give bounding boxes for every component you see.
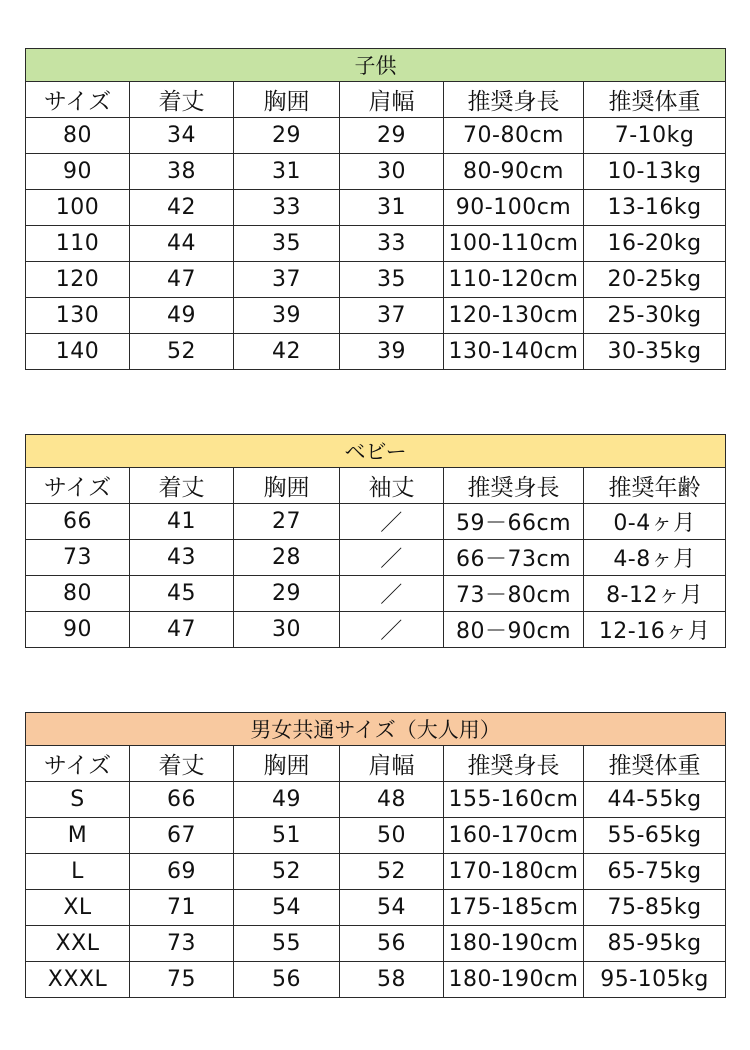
adult-table-title: 男女共通サイズ（大人用） bbox=[26, 713, 726, 746]
table-cell: 30 bbox=[234, 612, 340, 648]
table-cell: 0-4ヶ月 bbox=[584, 504, 726, 540]
baby-table-title: ベビー bbox=[26, 435, 726, 468]
table-cell: 38 bbox=[130, 154, 234, 190]
table-cell: 44 bbox=[130, 226, 234, 262]
table-cell: 29 bbox=[234, 576, 340, 612]
table-cell: 170-180cm bbox=[444, 854, 584, 890]
table-cell: 75 bbox=[130, 962, 234, 998]
table-cell: 12-16ヶ月 bbox=[584, 612, 726, 648]
table-cell: 52 bbox=[340, 854, 444, 890]
table-cell: 47 bbox=[130, 262, 234, 298]
column-header-weight: 推奨体重 bbox=[584, 82, 726, 118]
table-cell: 120-130cm bbox=[444, 298, 584, 334]
table-cell: 10-13kg bbox=[584, 154, 726, 190]
table-cell: M bbox=[26, 818, 130, 854]
baby-size-table bbox=[25, 434, 726, 648]
table-cell: 180-190cm bbox=[444, 962, 584, 998]
table-cell: 29 bbox=[234, 118, 340, 154]
column-header-chest: 胸囲 bbox=[234, 468, 340, 504]
column-header-age: 推奨年齢 bbox=[584, 468, 726, 504]
table-cell: 54 bbox=[340, 890, 444, 926]
table-cell: XXL bbox=[26, 926, 130, 962]
table-cell: 55 bbox=[234, 926, 340, 962]
table-cell: 49 bbox=[234, 782, 340, 818]
table-cell: 50 bbox=[340, 818, 444, 854]
table-cell: 110-120cm bbox=[444, 262, 584, 298]
table-cell: 90 bbox=[26, 154, 130, 190]
column-header-size: サイズ bbox=[26, 746, 130, 782]
table-cell: 37 bbox=[340, 298, 444, 334]
table-cell: 48 bbox=[340, 782, 444, 818]
table-cell: 140 bbox=[26, 334, 130, 370]
table-cell: 75-85kg bbox=[584, 890, 726, 926]
table-cell: 43 bbox=[130, 540, 234, 576]
column-header-height: 推奨身長 bbox=[444, 82, 584, 118]
table-cell: 100-110cm bbox=[444, 226, 584, 262]
table-cell: 56 bbox=[234, 962, 340, 998]
table-cell: ／ bbox=[340, 540, 444, 576]
table-cell: 8-12ヶ月 bbox=[584, 576, 726, 612]
table-cell: 80-90cm bbox=[444, 154, 584, 190]
table-cell: ／ bbox=[340, 504, 444, 540]
table-cell: 34 bbox=[130, 118, 234, 154]
table-cell: 16-20kg bbox=[584, 226, 726, 262]
table-cell: 35 bbox=[340, 262, 444, 298]
table-cell: 49 bbox=[130, 298, 234, 334]
table-cell: 95-105kg bbox=[584, 962, 726, 998]
table-row bbox=[26, 854, 726, 890]
table-cell: 85-95kg bbox=[584, 926, 726, 962]
table-cell: 20-25kg bbox=[584, 262, 726, 298]
table-cell: 130 bbox=[26, 298, 130, 334]
table-cell: 27 bbox=[234, 504, 340, 540]
table-cell: 65-75kg bbox=[584, 854, 726, 890]
table-row bbox=[26, 190, 726, 226]
table-row bbox=[26, 818, 726, 854]
table-cell: 31 bbox=[234, 154, 340, 190]
table-cell: 160-170cm bbox=[444, 818, 584, 854]
table-cell: L bbox=[26, 854, 130, 890]
table-cell: 55-65kg bbox=[584, 818, 726, 854]
table-cell: ／ bbox=[340, 612, 444, 648]
table-cell: XL bbox=[26, 890, 130, 926]
table-cell: 66 bbox=[130, 782, 234, 818]
table-row bbox=[26, 262, 726, 298]
table-cell: 29 bbox=[340, 118, 444, 154]
table-cell: 120 bbox=[26, 262, 130, 298]
table-cell: 33 bbox=[340, 226, 444, 262]
table-cell: 80－90cm bbox=[444, 612, 584, 648]
table-cell: 73－80cm bbox=[444, 576, 584, 612]
table-cell: 51 bbox=[234, 818, 340, 854]
table-cell: 71 bbox=[130, 890, 234, 926]
kids-header-row bbox=[26, 82, 726, 118]
table-cell: 28 bbox=[234, 540, 340, 576]
column-header-size: サイズ bbox=[26, 82, 130, 118]
column-header-shoulder: 肩幅 bbox=[340, 82, 444, 118]
table-row bbox=[26, 154, 726, 190]
table-row bbox=[26, 334, 726, 370]
table-cell: 54 bbox=[234, 890, 340, 926]
column-header-chest: 胸囲 bbox=[234, 82, 340, 118]
table-cell: 100 bbox=[26, 190, 130, 226]
column-header-chest: 胸囲 bbox=[234, 746, 340, 782]
kids-table-title: 子供 bbox=[26, 49, 726, 82]
table-row bbox=[26, 226, 726, 262]
table-cell: 52 bbox=[234, 854, 340, 890]
column-header-length: 着丈 bbox=[130, 468, 234, 504]
column-header-length: 着丈 bbox=[130, 746, 234, 782]
table-cell: 67 bbox=[130, 818, 234, 854]
table-cell: 39 bbox=[234, 298, 340, 334]
column-header-height: 推奨身長 bbox=[444, 746, 584, 782]
table-row bbox=[26, 540, 726, 576]
table-cell: 90-100cm bbox=[444, 190, 584, 226]
table-cell: 56 bbox=[340, 926, 444, 962]
table-row bbox=[26, 926, 726, 962]
table-cell: 66 bbox=[26, 504, 130, 540]
table-cell: 35 bbox=[234, 226, 340, 262]
table-cell: 13-16kg bbox=[584, 190, 726, 226]
table-row bbox=[26, 576, 726, 612]
table-cell: 175-185cm bbox=[444, 890, 584, 926]
table-cell: 70-80cm bbox=[444, 118, 584, 154]
table-cell: XXXL bbox=[26, 962, 130, 998]
table-cell: 155-160cm bbox=[444, 782, 584, 818]
table-cell: ／ bbox=[340, 576, 444, 612]
column-header-weight: 推奨体重 bbox=[584, 746, 726, 782]
adult-header-row bbox=[26, 746, 726, 782]
table-cell: 52 bbox=[130, 334, 234, 370]
table-cell: 30 bbox=[340, 154, 444, 190]
table-cell: 80 bbox=[26, 118, 130, 154]
table-cell: 47 bbox=[130, 612, 234, 648]
table-cell: 39 bbox=[340, 334, 444, 370]
table-cell: 42 bbox=[234, 334, 340, 370]
table-cell: 33 bbox=[234, 190, 340, 226]
adult-size-table bbox=[25, 712, 726, 998]
table-row bbox=[26, 612, 726, 648]
table-cell: 41 bbox=[130, 504, 234, 540]
table-cell: 31 bbox=[340, 190, 444, 226]
table-row bbox=[26, 504, 726, 540]
table-cell: 59－66cm bbox=[444, 504, 584, 540]
table-cell: 110 bbox=[26, 226, 130, 262]
table-cell: 73 bbox=[26, 540, 130, 576]
column-header-length: 着丈 bbox=[130, 82, 234, 118]
table-cell: 25-30kg bbox=[584, 298, 726, 334]
table-cell: 30-35kg bbox=[584, 334, 726, 370]
column-header-size: サイズ bbox=[26, 468, 130, 504]
kids-size-table bbox=[25, 48, 726, 370]
table-cell: 42 bbox=[130, 190, 234, 226]
column-header-height: 推奨身長 bbox=[444, 468, 584, 504]
table-cell: 66－73cm bbox=[444, 540, 584, 576]
table-cell: 37 bbox=[234, 262, 340, 298]
table-cell: 90 bbox=[26, 612, 130, 648]
table-cell: 180-190cm bbox=[444, 926, 584, 962]
table-cell: 130-140cm bbox=[444, 334, 584, 370]
table-row bbox=[26, 298, 726, 334]
column-header-sleeve: 袖丈 bbox=[340, 468, 444, 504]
table-cell: 44-55kg bbox=[584, 782, 726, 818]
table-row bbox=[26, 890, 726, 926]
table-cell: 80 bbox=[26, 576, 130, 612]
table-cell: S bbox=[26, 782, 130, 818]
table-cell: 58 bbox=[340, 962, 444, 998]
table-cell: 7-10kg bbox=[584, 118, 726, 154]
baby-header-row bbox=[26, 468, 726, 504]
table-row bbox=[26, 782, 726, 818]
table-cell: 73 bbox=[130, 926, 234, 962]
table-cell: 69 bbox=[130, 854, 234, 890]
column-header-shoulder: 肩幅 bbox=[340, 746, 444, 782]
table-row bbox=[26, 962, 726, 998]
table-row bbox=[26, 118, 726, 154]
table-cell: 4-8ヶ月 bbox=[584, 540, 726, 576]
table-cell: 45 bbox=[130, 576, 234, 612]
